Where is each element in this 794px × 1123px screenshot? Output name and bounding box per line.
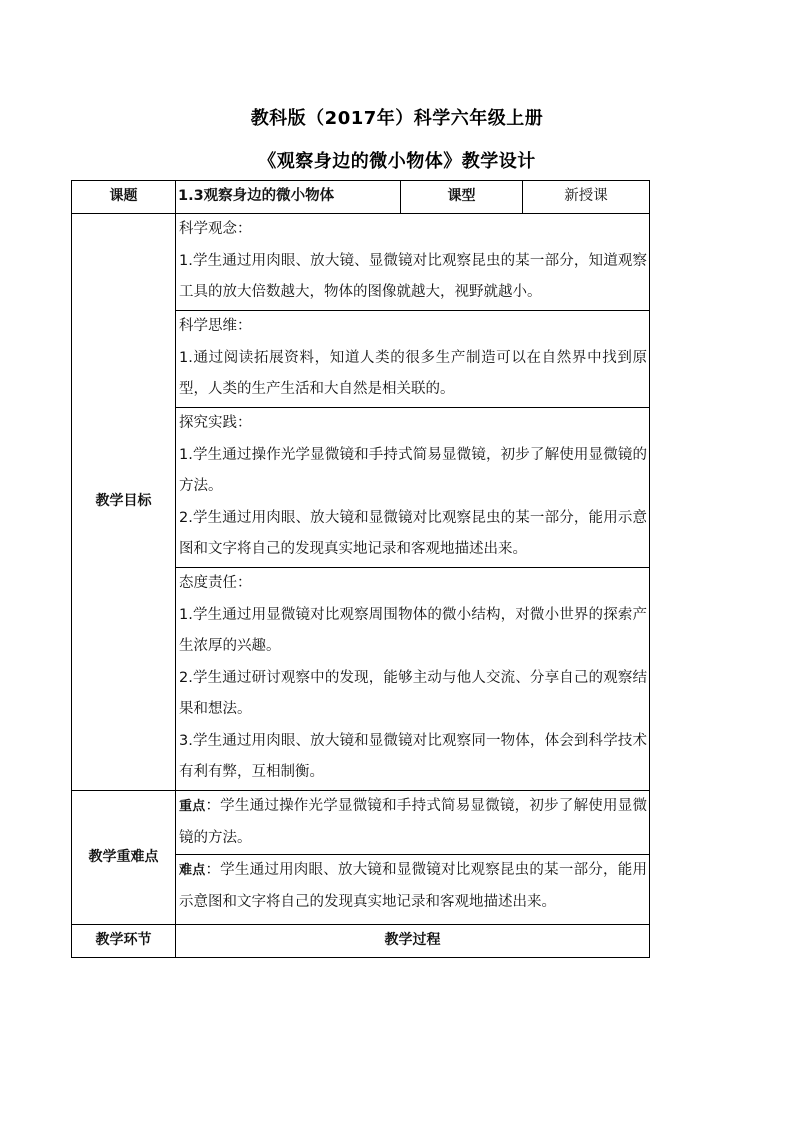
lesson-type-value: 新授课 — [523, 181, 650, 214]
keypoints-label: 教学重难点 — [72, 791, 176, 925]
lesson-type-label: 课型 — [401, 181, 523, 214]
process-label: 教学过程 — [176, 925, 650, 958]
keypoint-focus-cell — [176, 791, 650, 855]
objective-concept-heading: 科学观念： — [179, 221, 252, 237]
lesson-plan-table — [71, 180, 650, 958]
objective-attitude-cell — [176, 568, 650, 791]
objective-concept-cell — [176, 214, 650, 311]
objective-practice-item: 2.学生通过用肉眼、放大镜和显微镜对比观察昆虫的某一部分，能用示意图和文字将自己的发现真实地记录和客观地描述出来。 — [179, 509, 647, 557]
document-title-line2: 《观察身边的微小物体》教学设计 — [258, 151, 536, 172]
objective-thinking-cell — [176, 311, 650, 408]
objective-attitude-item: 3.学生通过用肉眼、放大镜和显微镜对比观察同一物体，体会到科学技术有利有弊，互相制衡。 — [179, 732, 647, 780]
stage-label: 教学环节 — [72, 925, 176, 958]
objective-practice-heading: 探究实践： — [179, 415, 252, 431]
objective-attitude-heading: 态度责任： — [179, 575, 252, 591]
objective-thinking-item: 1.通过阅读拓展资料，知道人类的很多生产制造可以在自然界中找到原型，人类的生产生活和大自然是相关联的。 — [179, 349, 647, 397]
objective-attitude-item: 2.学生通过研讨观察中的发现，能够主动与他人交流、分享自己的观察结果和想法。 — [179, 669, 647, 717]
process-header-row — [72, 925, 650, 958]
topic-label: 课题 — [72, 181, 176, 214]
difficulty-prefix: 难点 — [179, 863, 206, 878]
keypoint-difficulty-cell — [176, 855, 650, 925]
topic-value: 1.3观察身边的微小物体 — [176, 181, 401, 214]
objective-attitude-item: 1.学生通过用显微镜对比观察周围物体的微小结构，对微小世界的探索产生浓厚的兴趣。 — [179, 606, 647, 654]
objective-thinking-heading: 科学思维： — [179, 318, 252, 334]
topic-row — [72, 181, 650, 214]
objective-concept-row — [72, 214, 650, 311]
objective-concept-item: 1.学生通过用肉眼、放大镜、显微镜对比观察昆虫的某一部分，知道观察工具的放大倍数越大，物体的图像就越大，视野就越小。 — [179, 252, 647, 300]
keypoint-focus-row — [72, 791, 650, 855]
document-title-line1: 教科版（2017年）科学六年级上册 — [250, 108, 544, 129]
focus-text: ：学生通过操作光学显微镜和手持式简易显微镜，初步了解使用显微镜的方法。 — [179, 798, 647, 846]
objectives-label: 教学目标 — [72, 214, 176, 791]
difficulty-text: ：学生通过用肉眼、放大镜和显微镜对比观察昆虫的某一部分，能用示意图和文字将自己的发现真实地记录和客观地描述出来。 — [179, 862, 647, 910]
focus-prefix: 重点 — [179, 799, 206, 814]
objective-practice-item: 1.学生通过操作光学显微镜和手持式简易显微镜，初步了解使用显微镜的方法。 — [179, 446, 647, 494]
objective-practice-cell — [176, 408, 650, 568]
